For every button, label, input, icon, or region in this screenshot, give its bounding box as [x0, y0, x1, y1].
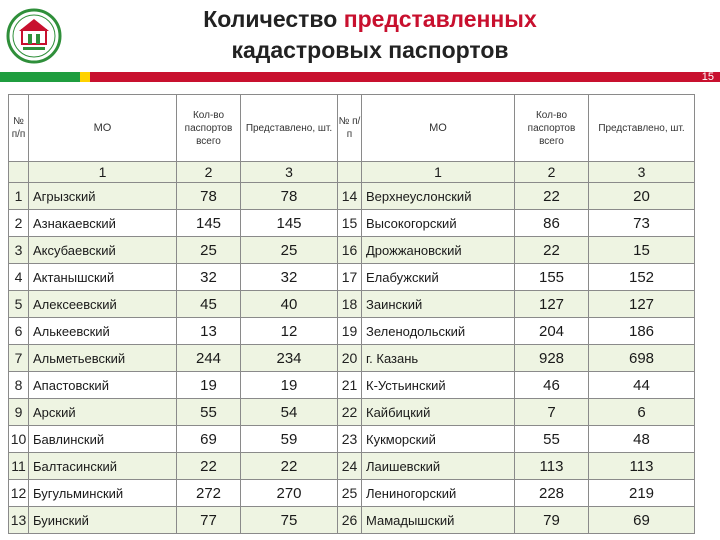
- passports-submitted-right: 48: [589, 426, 695, 453]
- row-number-left: 7: [9, 345, 29, 372]
- district-name-right: Мамадышский: [362, 507, 515, 534]
- passports-submitted-right: 113: [589, 453, 695, 480]
- index-mo-right: 1: [362, 162, 515, 183]
- district-name-left: Апастовский: [29, 372, 177, 399]
- passports-total-right: 113: [515, 453, 589, 480]
- header-row: [9, 95, 695, 162]
- passports-total-left: 78: [177, 183, 241, 210]
- passports-submitted-right: 69: [589, 507, 695, 534]
- row-number-left: 8: [9, 372, 29, 399]
- table-row: [9, 210, 695, 237]
- district-name-right: К-Устьинский: [362, 372, 515, 399]
- passports-submitted-right: 15: [589, 237, 695, 264]
- index-mo-left: 1: [29, 162, 177, 183]
- passports-total-right: 127: [515, 291, 589, 318]
- page-title: [150, 4, 590, 66]
- district-name-right: Кукморский: [362, 426, 515, 453]
- passports-submitted-left: 19: [241, 372, 338, 399]
- passports-total-left: 244: [177, 345, 241, 372]
- district-name-right: Заинский: [362, 291, 515, 318]
- passports-submitted-right: 44: [589, 372, 695, 399]
- title-highlight: представленных: [343, 6, 537, 32]
- table-row: [9, 183, 695, 210]
- passports-submitted-left: 32: [241, 264, 338, 291]
- passports-total-left: 45: [177, 291, 241, 318]
- passports-submitted-left: 12: [241, 318, 338, 345]
- table-row: [9, 453, 695, 480]
- passports-submitted-right: 219: [589, 480, 695, 507]
- row-number-right: 19: [338, 318, 362, 345]
- passports-total-left: 55: [177, 399, 241, 426]
- header-submitted-left: Представлено, шт.: [241, 95, 338, 162]
- emblem-logo: [6, 6, 62, 66]
- index-row: [9, 162, 695, 183]
- passports-total-right: 204: [515, 318, 589, 345]
- table-row: [9, 507, 695, 534]
- passports-submitted-left: 145: [241, 210, 338, 237]
- district-name-left: Аксубаевский: [29, 237, 177, 264]
- stripe-green: [0, 72, 80, 82]
- row-number-left: 4: [9, 264, 29, 291]
- header-mo-right: МО: [362, 95, 515, 162]
- district-name-left: Бугульминский: [29, 480, 177, 507]
- passports-submitted-left: 40: [241, 291, 338, 318]
- district-name-right: Дрожжановский: [362, 237, 515, 264]
- passports-submitted-right: 20: [589, 183, 695, 210]
- title-line-2: кадастровых паспортов: [231, 37, 509, 63]
- district-name-right: Лаишевский: [362, 453, 515, 480]
- table-row: [9, 291, 695, 318]
- row-number-right: 17: [338, 264, 362, 291]
- index-submitted-left: 3: [241, 162, 338, 183]
- row-number-left: 3: [9, 237, 29, 264]
- table-row: [9, 426, 695, 453]
- row-number-left: 10: [9, 426, 29, 453]
- table-row: [9, 372, 695, 399]
- row-number-right: 16: [338, 237, 362, 264]
- page-number: 15: [701, 71, 714, 83]
- district-name-right: г. Казань: [362, 345, 515, 372]
- passports-submitted-right: 73: [589, 210, 695, 237]
- passports-total-right: 22: [515, 183, 589, 210]
- passports-submitted-left: 59: [241, 426, 338, 453]
- header-num-left: № п/п: [9, 95, 29, 162]
- table-row: [9, 318, 695, 345]
- index-num-left: [9, 162, 29, 183]
- passports-submitted-left: 78: [241, 183, 338, 210]
- table-row: [9, 345, 695, 372]
- stripe-yellow: [80, 72, 90, 82]
- district-name-right: Елабужский: [362, 264, 515, 291]
- district-name-right: Верхнеуслонский: [362, 183, 515, 210]
- row-number-right: 26: [338, 507, 362, 534]
- passports-total-left: 145: [177, 210, 241, 237]
- row-number-right: 24: [338, 453, 362, 480]
- header-total-right: Кол-во паспортов всего: [515, 95, 589, 162]
- title-prefix: Количество: [203, 6, 338, 32]
- index-num-right: [338, 162, 362, 183]
- district-name-right: Зеленодольский: [362, 318, 515, 345]
- district-name-left: Алексеевский: [29, 291, 177, 318]
- row-number-right: 23: [338, 426, 362, 453]
- passports-submitted-right: 186: [589, 318, 695, 345]
- district-name-right: Лениногорский: [362, 480, 515, 507]
- row-number-right: 18: [338, 291, 362, 318]
- row-number-right: 14: [338, 183, 362, 210]
- passports-total-left: 77: [177, 507, 241, 534]
- header-num-right: № п/п: [338, 95, 362, 162]
- passports-submitted-right: 698: [589, 345, 695, 372]
- passports-total-right: 7: [515, 399, 589, 426]
- passports-total-left: 19: [177, 372, 241, 399]
- row-number-left: 2: [9, 210, 29, 237]
- passports-total-right: 46: [515, 372, 589, 399]
- passports-submitted-right: 127: [589, 291, 695, 318]
- district-name-left: Арский: [29, 399, 177, 426]
- passports-submitted-left: 54: [241, 399, 338, 426]
- passports-submitted-left: 75: [241, 507, 338, 534]
- stripe-red: [90, 72, 720, 82]
- index-total-left: 2: [177, 162, 241, 183]
- district-name-right: Высокогорский: [362, 210, 515, 237]
- row-number-left: 5: [9, 291, 29, 318]
- passports-total-left: 22: [177, 453, 241, 480]
- passports-total-right: 928: [515, 345, 589, 372]
- passports-total-left: 13: [177, 318, 241, 345]
- district-name-right: Кайбицкий: [362, 399, 515, 426]
- passports-submitted-left: 234: [241, 345, 338, 372]
- index-submitted-right: 3: [589, 162, 695, 183]
- row-number-right: 20: [338, 345, 362, 372]
- table-row: [9, 480, 695, 507]
- passports-total-right: 79: [515, 507, 589, 534]
- district-name-left: Азнакаевский: [29, 210, 177, 237]
- district-name-left: Агрызский: [29, 183, 177, 210]
- row-number-left: 6: [9, 318, 29, 345]
- passports-total-left: 272: [177, 480, 241, 507]
- title-line-1: [150, 4, 590, 35]
- header-submitted-right: Представлено, шт.: [589, 95, 695, 162]
- row-number-left: 13: [9, 507, 29, 534]
- passports-submitted-left: 22: [241, 453, 338, 480]
- district-name-left: Балтасинский: [29, 453, 177, 480]
- district-name-left: Альметьевский: [29, 345, 177, 372]
- row-number-left: 9: [9, 399, 29, 426]
- district-name-left: Бавлинский: [29, 426, 177, 453]
- row-number-right: 15: [338, 210, 362, 237]
- table-row: [9, 237, 695, 264]
- district-name-left: Алькеевский: [29, 318, 177, 345]
- passports-total-left: 32: [177, 264, 241, 291]
- passports-total-right: 55: [515, 426, 589, 453]
- table-row: [9, 264, 695, 291]
- passports-total-left: 25: [177, 237, 241, 264]
- row-number-left: 1: [9, 183, 29, 210]
- passports-submitted-right: 152: [589, 264, 695, 291]
- passports-submitted-left: 25: [241, 237, 338, 264]
- row-number-right: 21: [338, 372, 362, 399]
- passports-total-left: 69: [177, 426, 241, 453]
- passports-submitted-left: 270: [241, 480, 338, 507]
- header-total-left: Кол-во паспортов всего: [177, 95, 241, 162]
- row-number-right: 25: [338, 480, 362, 507]
- passports-total-right: 22: [515, 237, 589, 264]
- row-number-left: 11: [9, 453, 29, 480]
- row-number-left: 12: [9, 480, 29, 507]
- passports-total-right: 86: [515, 210, 589, 237]
- header-mo-left: МО: [29, 95, 177, 162]
- district-name-left: Актанышский: [29, 264, 177, 291]
- passports-submitted-right: 6: [589, 399, 695, 426]
- passports-total-right: 228: [515, 480, 589, 507]
- passports-table: [8, 94, 695, 534]
- table-row: [9, 399, 695, 426]
- district-name-left: Буинский: [29, 507, 177, 534]
- passports-total-right: 155: [515, 264, 589, 291]
- row-number-right: 22: [338, 399, 362, 426]
- index-total-right: 2: [515, 162, 589, 183]
